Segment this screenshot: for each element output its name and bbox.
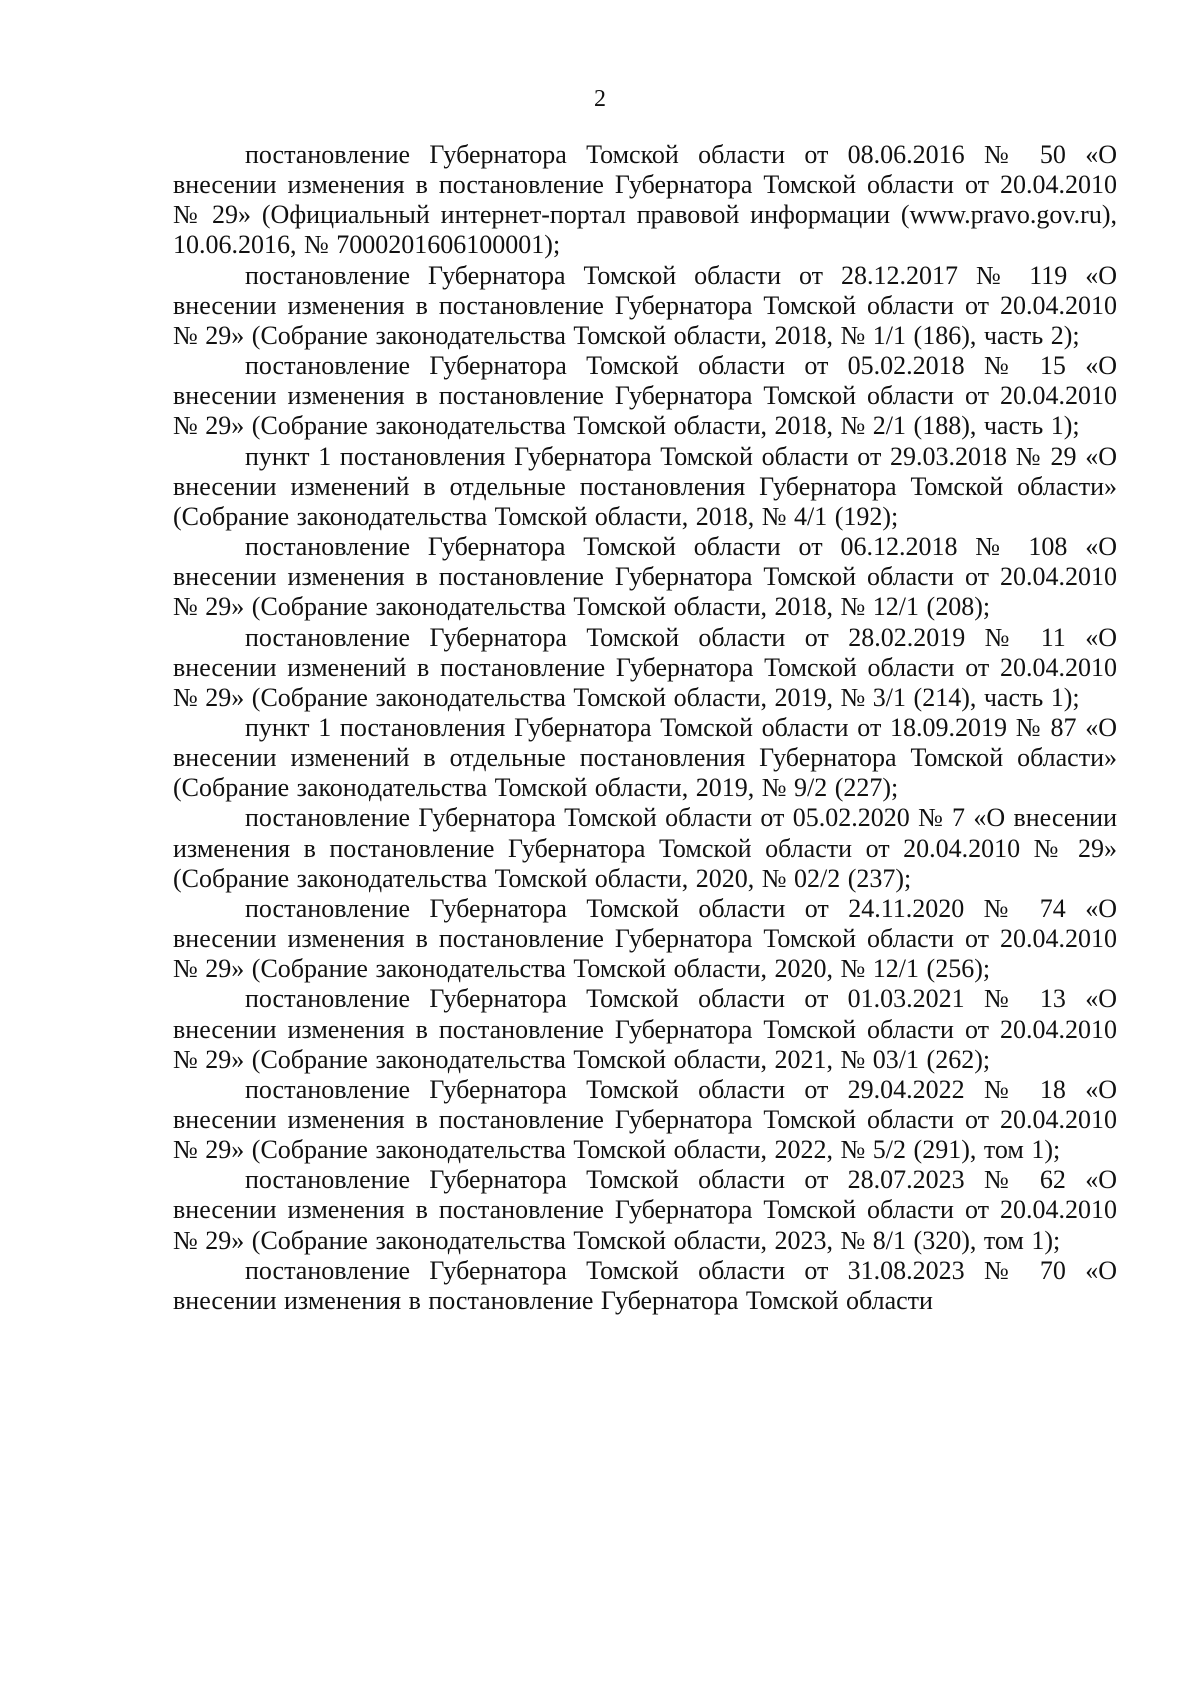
list-item: постановление Губернатора Томской области от 05.02.2020 № 7 «О внесении изменения в постановление Губернатора Томской области от 20.04.2010 № 29» (Собрание законодательства Томской области, 2020, № 02/2 (237); <box>173 803 1117 893</box>
list-item: постановление Губернатора Томской области от 28.07.2023 № 62 «О внесении изменения в постановление Губернатора Томской области от 20.04.2010 № 29» (Собрание законодательства Томской области, 2023, № 8/1 (320), том 1); <box>173 1165 1117 1255</box>
document-body <box>173 140 1117 1316</box>
list-item: постановление Губернатора Томской области от 31.08.2023 № 70 «О внесении изменения в постановление Губернатора Томской области <box>173 1255 1117 1315</box>
list-item: постановление Губернатора Томской области от 08.06.2016 № 50 «О внесении изменения в постановление Губернатора Томской области от 20.04.2010 № 29» (Официальный интернет-портал правовой информации (www.pravo.gov.ru), 10.06.2016, № 7000201606100001); <box>173 140 1117 260</box>
page-number: 2 <box>594 86 606 112</box>
list-item: постановление Губернатора Томской области от 24.11.2020 № 74 «О внесении изменения в постановление Губернатора Томской области от 20.04.2010 № 29» (Собрание законодательства Томской области, 2020, № 12/1 (256); <box>173 893 1117 984</box>
list-item: пункт 1 постановления Губернатора Томской области от 29.03.2018 № 29 «О внесении изменений в отдельные постановления Губернатора Томской области» (Собрание законодательства Томской области, 2018, № 4/1 (192); <box>173 441 1117 531</box>
list-item: постановление Губернатора Томской области от 01.03.2021 № 13 «О внесении изменения в постановление Губернатора Томской области от 20.04.2010 № 29» (Собрание законодательства Томской области, 2021, № 03/1 (262); <box>173 984 1117 1074</box>
list-item: пункт 1 постановления Губернатора Томской области от 18.09.2019 № 87 «О внесении изменений в отдельные постановления Губернатора Томской области» (Собрание законодательства Томской области, 2019, № 9/2 (227); <box>173 712 1117 803</box>
list-item: постановление Губернатора Томской области от 28.02.2019 № 11 «О внесении изменений в постановление Губернатора Томской области от 20.04.2010 № 29» (Собрание законодательства Томской области, 2019, № 3/1 (214), часть 1); <box>173 622 1117 712</box>
list-item: постановление Губернатора Томской области от 06.12.2018 № 108 «О внесении изменения в постановление Губернатора Томской области от 20.04.2010 № 29» (Собрание законодательства Томской области, 2018, № 12/1 (208); <box>173 532 1117 622</box>
list-item: постановление Губернатора Томской области от 28.12.2017 № 119 «О внесении изменения в постановление Губернатора Томской области от 20.04.2010 № 29» (Собрание законодательства Томской области, 2018, № 1/1 (186), часть 2); <box>173 260 1117 350</box>
list-item: постановление Губернатора Томской области от 05.02.2018 № 15 «О внесении изменения в постановление Губернатора Томской области от 20.04.2010 № 29» (Собрание законодательства Томской области, 2018, № 2/1 (188), часть 1); <box>173 351 1117 441</box>
list-item: постановление Губернатора Томской области от 29.04.2022 № 18 «О внесении изменения в постановление Губернатора Томской области от 20.04.2010 № 29» (Собрание законодательства Томской области, 2022, № 5/2 (291), том 1); <box>173 1074 1117 1165</box>
